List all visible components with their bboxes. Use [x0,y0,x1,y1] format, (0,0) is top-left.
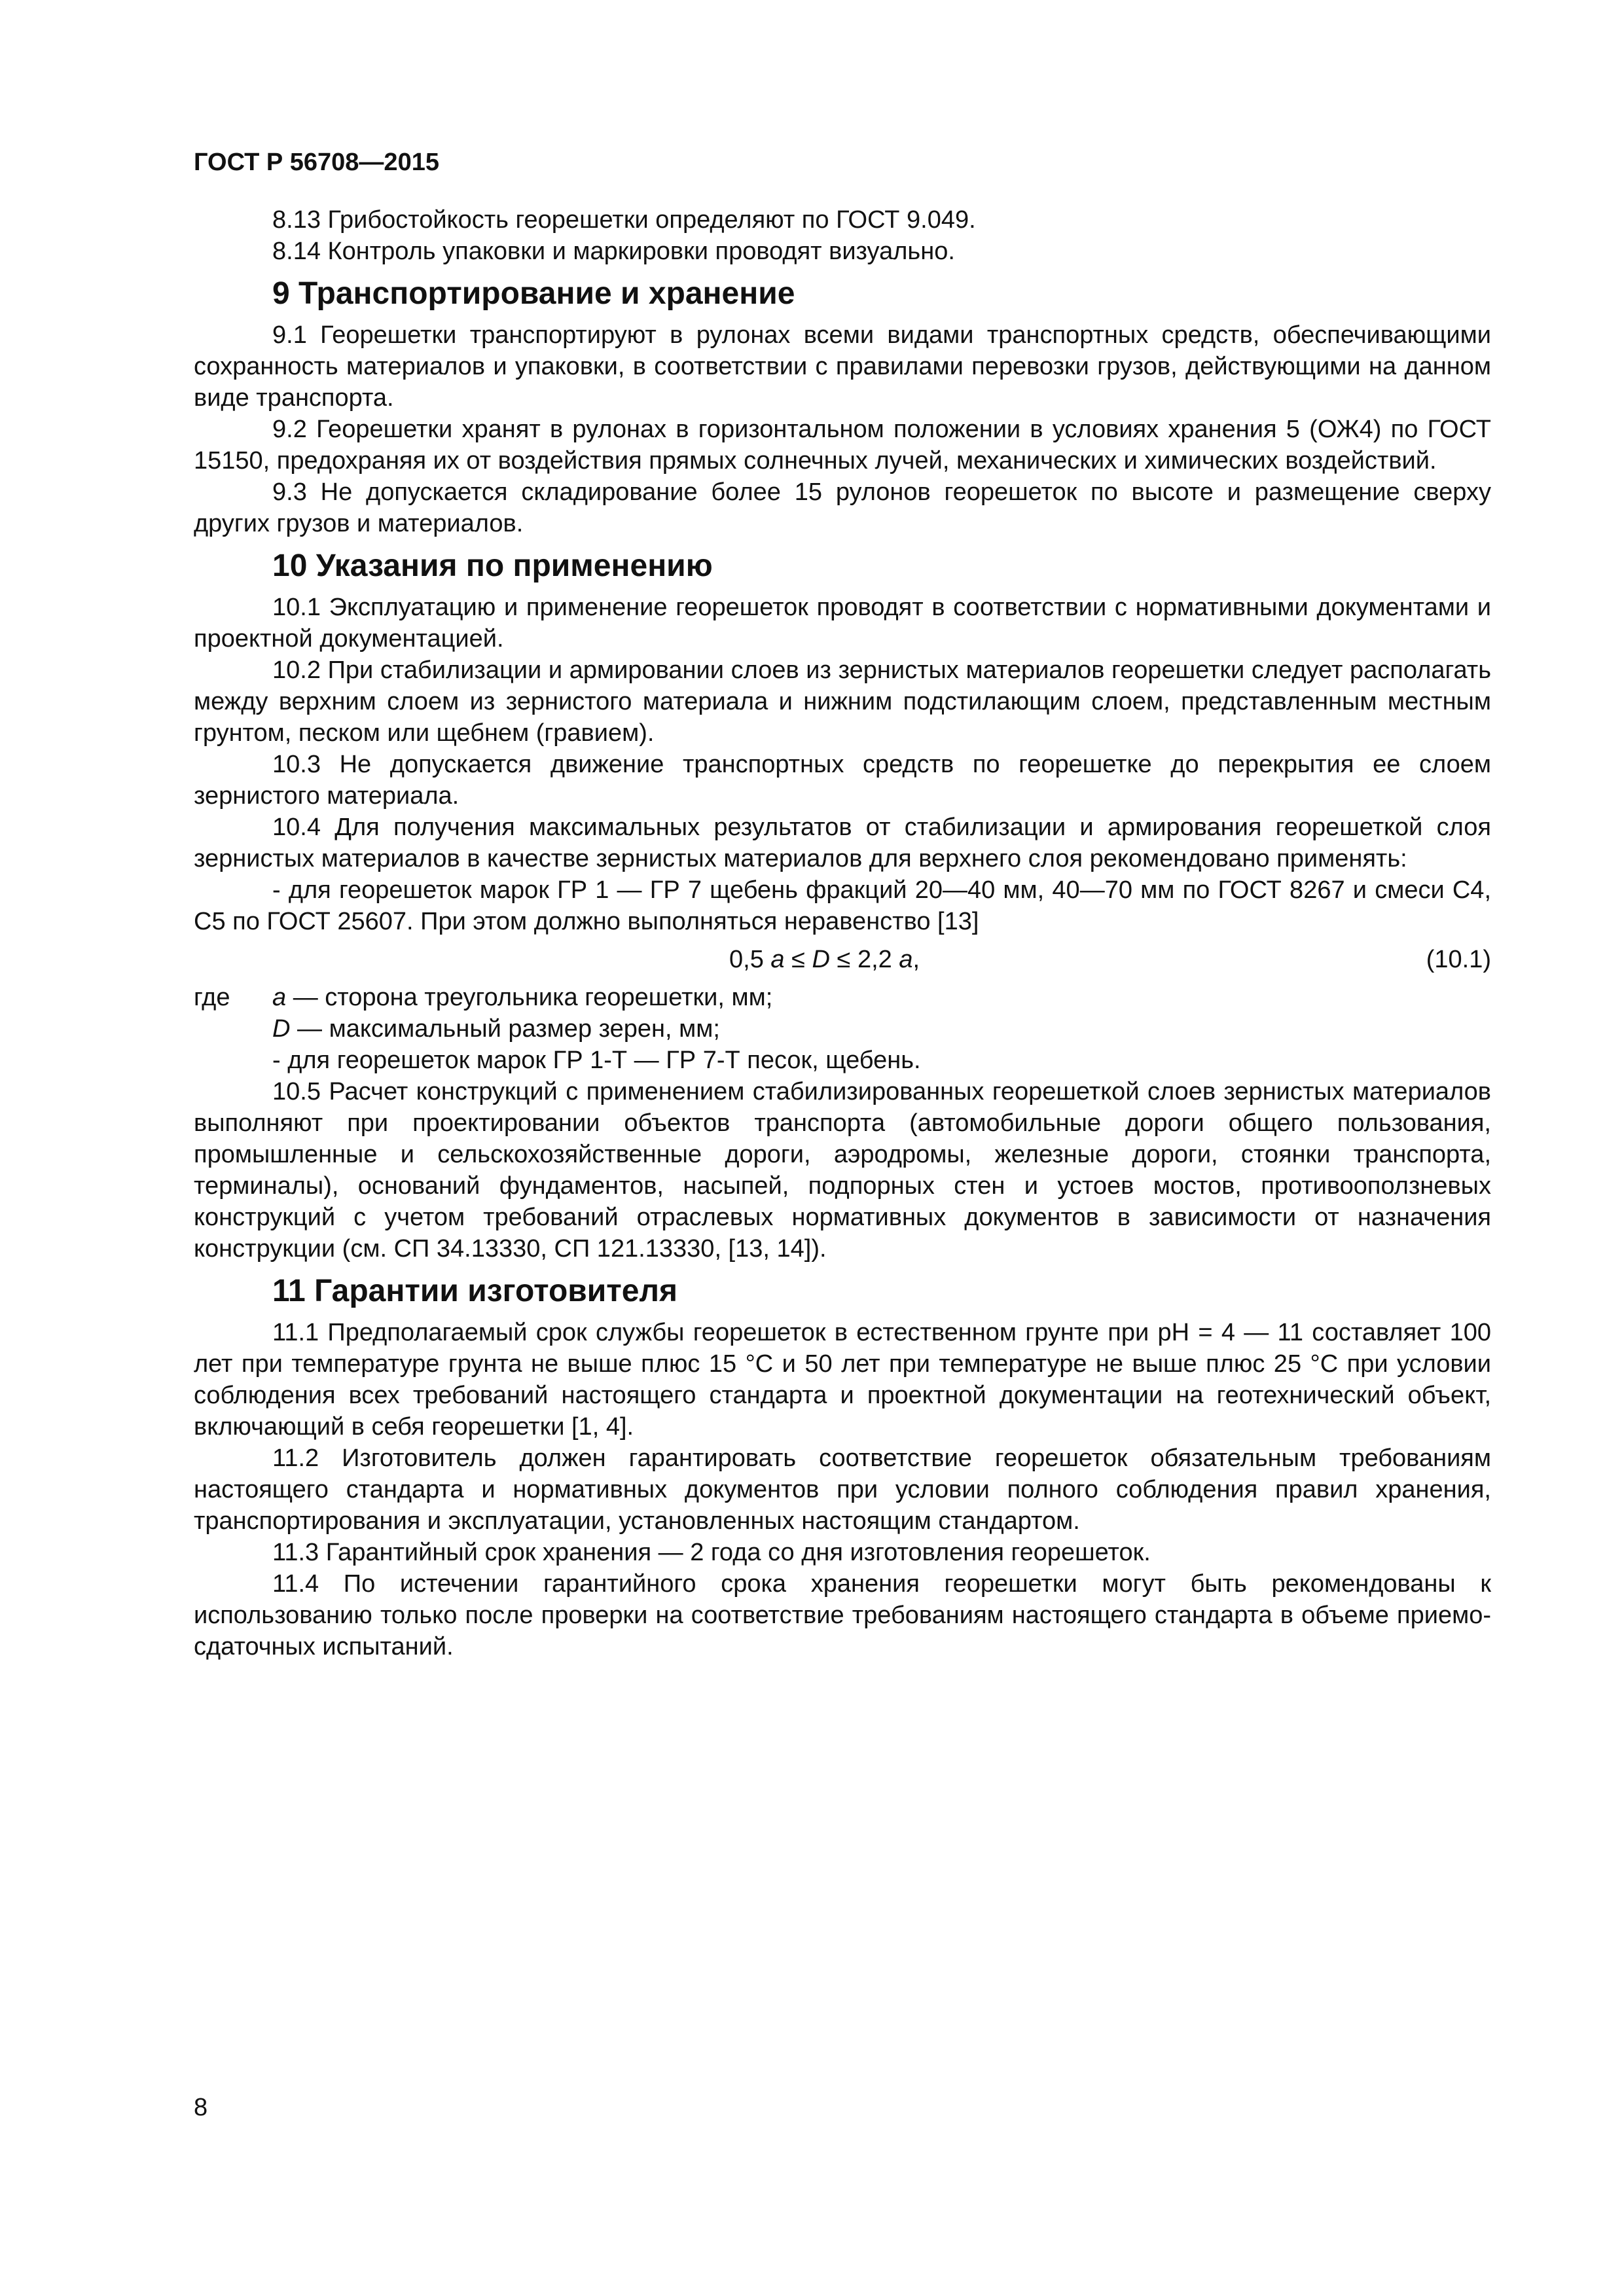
document-code: ГОСТ Р 56708—2015 [194,149,439,176]
legend-a [272,982,1491,1013]
paragraph-10-2: 10.2 При стабилизации и армировании слоев из зернистых материалов георешетки следует располагать между верхним слоем из зернистого материала и нижним подстилающим слоем, представленным местным грунтом, песком или щебнем (гравием). [194,656,1491,747]
formula-number: (10.1) [1426,946,1491,973]
list-item-gr1-gr7: - для георешеток марок ГР 1 — ГР 7 щебень фракций 20—40 мм, 40—70 мм по ГОСТ 8267 и смеси С4, С5 по ГОСТ 25607. При этом должно выполняться неравенство [13] [194,876,1491,935]
section-10-title: 10 Указания по применению [272,548,713,583]
legend-def-d: — максимальный размер зерен, мм; [290,1015,720,1043]
legend-label: где [194,984,230,1011]
paragraph-8-13: 8.13 Грибостойкость георешетки определяют по ГОСТ 9.049. [272,206,976,234]
paragraph-11-4: 11.4 По истечении гарантийного срока хранения георешетки могут быть рекомендованы к использованию только после проверки на соответствие требованиям настоящего стандарта в объеме приемо-сдаточных испытаний. [194,1570,1491,1660]
paragraph-10-5: 10.5 Расчет конструкций с применением стабилизированных георешеткой слоев зернистых материалов выполняют при проектировании объектов транспорта (автомобильные дороги общего пользования, промышленные и сельскохозяйственные дороги, аэродромы, железные дороги, стоянки транспорта, терминалы), оснований фундаментов, насыпей, подпорных стен и устоев мостов, противооползневых конструкций с учетом требований отраслевых нормативных документов в зависимости от назначения конструкции (см. СП 34.13330, СП 121.13330, [13, 14]). [194,1078,1491,1263]
paragraph-10-4: 10.4 Для получения максимальных результатов от стабилизации и армирования георешеткой слоя зернистых материалов в качестве зернистых материалов для верхнего слоя рекомендовано применять: [194,814,1491,872]
list-item-gr1t-gr7t: - для георешеток марок ГР 1-Т — ГР 7-Т песок, щебень. [272,1047,921,1074]
formula-legend [194,982,1491,1045]
paragraph-10-1: 10.1 Эксплуатацию и применение георешеток проводят в соответствии с нормативными документами и проектной документацией. [194,594,1491,653]
paragraph-8-14: 8.14 Контроль упаковки и маркировки проводят визуально. [272,238,955,265]
formula-expression [729,937,920,982]
formula-10-1 [194,937,1491,982]
section-11-title: 11 Гарантии изготовителя [272,1274,677,1308]
legend-def-a: — сторона треугольника георешетки, мм; [286,984,773,1011]
formula-op: ≤ 2,2 [829,946,899,973]
page-number: 8 [194,2094,208,2121]
paragraph-9-2: 9.2 Георешетки хранят в рулонах в горизонтальном положении в условиях хранения 5 (ОЖ4) по ГОСТ 15150, предохраняя их от воздействия прямых солнечных лучей, механических и химических воздействий. [194,416,1491,475]
formula-coef: 0,5 [729,946,771,973]
formula-var-a: a [770,946,785,973]
formula-var-d: D [812,946,830,973]
formula-var-a: a [899,946,913,973]
document-page [194,147,1491,1662]
section-9-title: 9 Транспортирование и хранение [272,276,795,311]
paragraph-11-2: 11.2 Изготовитель должен гарантировать соответствие георешеток обязательным требованиям настоящего стандарта и нормативных документов при условии полного соблюдения правил хранения, транспортирования и эксплуатации, установленных настоящим стандартом. [194,1444,1491,1535]
formula-op: ≤ [784,946,812,973]
legend-var-a: a [272,984,287,1011]
paragraph-10-3: 10.3 Не допускается движение транспортных средств по георешетке до перекрытия ее слоем зернистого материала. [194,751,1491,810]
formula-tail: , [912,946,920,973]
legend-d [272,1013,1491,1045]
paragraph-11-3: 11.3 Гарантийный срок хранения — 2 года со дня изготовления георешеток. [272,1539,1151,1566]
legend-var-d: D [272,1015,291,1043]
paragraph-11-1: 11.1 Предполагаемый срок службы георешеток в естественном грунте при pH = 4 — 11 составляет 100 лет при температуре грунта не выше плюс 15 °С и 50 лет при температуре не выше плюс 25 °С при условии соблюдения всех требований настоящего стандарта и проектной документации на геотехнический объект, включающий в себя георешетки [1, 4]. [194,1319,1491,1441]
paragraph-9-3: 9.3 Не допускается складирование более 15 рулонов георешеток по высоте и размещение сверху других грузов и материалов. [194,478,1491,537]
paragraph-9-1: 9.1 Георешетки транспортируют в рулонах всеми видами транспортных средств, обеспечивающими сохранность материалов и упаковки, в соответствии с правилами перевозки грузов, действующими на данном виде транспорта. [194,321,1491,412]
